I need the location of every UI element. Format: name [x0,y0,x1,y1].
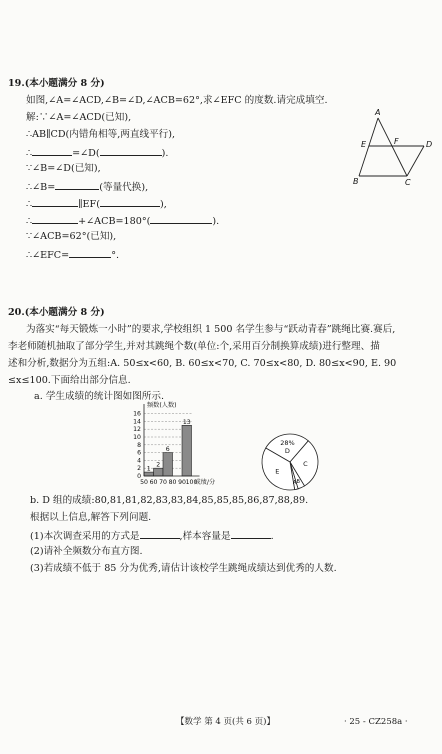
q20-question-2: (2)请补全频数分布直方图. [30,546,143,557]
histogram-bar [144,472,154,476]
histogram-bar [163,453,173,476]
answer-blank[interactable] [150,213,212,224]
x-tick-label: 100 [185,479,198,486]
q20-paragraph-line: 李老师随机抽取了部分学生,并对其跳绳个数(单位:个,采用百分制换算成绩)进行整理、描 [8,341,380,352]
answer-blank[interactable] [32,213,78,224]
q20-info-b: b. D 组的成绩:80,81,81,82,83,83,84,85,85,85,86,87,88,89. [30,495,309,506]
pie-chart [259,431,321,493]
point-label-e: E [361,140,367,149]
q19-line-8: ∴∠EFC= °. [26,247,119,262]
q19-title: 19.(本小题满分 8 分) [8,78,105,89]
q20-title: 20.(本小题满分 8 分) [8,307,105,318]
q19-line-2: ∴ =∠D( ). [26,145,168,160]
pie-slice-label: A [292,480,297,487]
bar-value-label: 1 [146,465,151,473]
q19-solve-line: 解:∵∠A=∠ACD(已知), [26,112,132,123]
histogram-bar [154,468,164,476]
answer-blank[interactable] [140,528,180,539]
pie-slice-percent: 28% [280,438,295,447]
y-tick-label: 12 [133,426,141,434]
histogram-bar [182,425,192,476]
y-tick-label: 14 [133,418,141,426]
q19-line-5: ∴ ∥EF( ), [26,196,167,211]
q20-info-a: a. 学生成绩的统计图如图所示. [34,391,164,402]
q20-question-1: (1)本次调查采用的方式是 ,样本容量是 . [30,528,274,543]
bar-value-label: 2 [156,461,161,469]
y-tick-label: 4 [137,457,141,465]
y-tick-label: 8 [137,441,141,449]
answer-blank[interactable] [100,145,162,156]
y-tick-label: 6 [137,449,141,457]
q20-paragraph-line: ≤x≤100.下面给出部分信息. [8,375,131,386]
answer-blank[interactable] [32,145,72,156]
q19-line-3: ∵∠B=∠D(已知), [26,163,101,174]
x-tick-label: 70 [159,479,167,486]
point-label-d: D [426,140,433,149]
x-tick-label: 90 [178,479,186,486]
q19-line-6: ∴ +∠ACB=180°( ). [26,213,219,228]
q19-line-7: ∵∠ACB=62°(已知), [26,231,117,242]
page-footer: 【数学 第 4 页(共 6 页)】 [176,717,275,727]
x-tick-label: 60 [149,479,158,486]
point-label-f: F [394,137,399,146]
bar-value-label: 6 [165,446,170,454]
answer-blank[interactable] [231,528,271,539]
pie-slice-label: E [275,467,280,476]
q19-prompt: 如图,∠A=∠ACD,∠B=∠D,∠ACB=62°,求∠EFC 的度数.请完成填空. [26,95,328,106]
geometry-figure [345,104,437,188]
point-label-c: C [405,178,411,187]
y-tick-label: 0 [137,473,141,480]
q19-line-4: ∴∠B= (等量代换), [26,179,148,194]
answer-blank[interactable] [100,196,160,207]
q20-intro: 根据以上信息,解答下列问题. [30,512,152,523]
frequency-histogram [114,400,254,488]
x-tick-label: 50 [140,479,148,486]
segment-dc [407,146,424,176]
pie-slice-label: B [296,478,300,485]
answer-blank[interactable] [55,179,99,190]
y-tick-label: 10 [133,434,141,441]
q20-question-3: (3)若成绩不低于 85 分为优秀,请估计该校学生跳绳成绩达到优秀的人数. [30,563,337,574]
y-tick-label: 16 [133,410,141,418]
q19-line-1: ∴AB∥CD(内错角相等,两直线平行), [26,129,176,140]
answer-blank[interactable] [32,196,78,207]
q20-paragraph-line: 为落实“每天锻炼一小时”的要求,学校组织 1 500 名学生参与“跃动青春”跳绳比赛.赛后, [26,324,396,335]
bar-value-label: 13 [182,418,191,426]
q20-paragraph-line: 述和分析,数据分为五组:A. 50≤x<60, B. 60≤x<70, C. 70≤x<80, D. 80≤x<90, E. 90 [8,358,397,369]
point-label-a: A [375,108,381,117]
page-code: · 25 - CZ258a · [344,717,408,727]
pie-slice-label: D [284,446,290,455]
answer-blank[interactable] [69,247,111,258]
y-tick-label: 2 [137,465,141,473]
point-label-b: B [353,177,359,186]
segment-ac [378,118,407,176]
x-axis-title: 成绩/分 [194,479,216,486]
x-tick-label: 80 [168,479,177,486]
pie-slice-label: C [303,459,308,468]
y-axis-title: 频数(人数) [147,402,177,409]
